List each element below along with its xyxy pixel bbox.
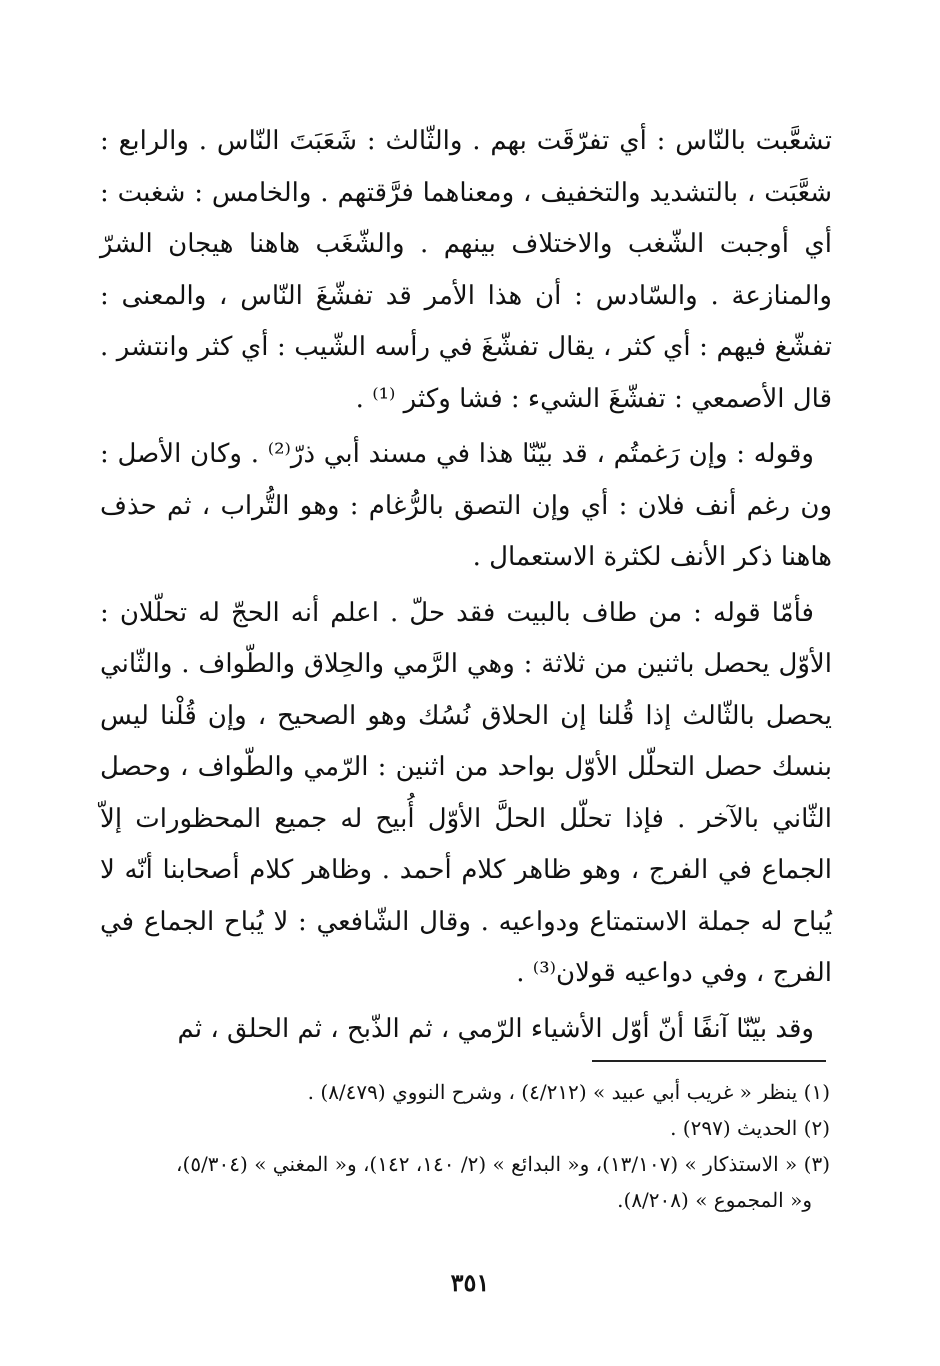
main-text: [100, 116, 832, 1059]
footnote-1: (١) ينظر « غريب أبي عبيد » (٤/٢١٢) ، وشرح النووي (٨/٤٧٩) .: [307, 1080, 830, 1104]
footnote-separator: [592, 1060, 826, 1062]
paragraph-3: فأمّا قوله : من طاف بالبيت فقد حلّ . اعلم أنه الحجّ له تحلّلان : الأوّل يحصل باثنين من ثلاثة : وهي الرَّمي والحِلاق والطّواف . والثّاني يحصل بالثّالث إذا قُلنا إن الحلاق نُسُك وهو الصحيح ، وإن قُلْنا ليس بنسك حصل التحلّل الأوّل بواحد من اثنين : الرّمي والطّواف ، وحصل الثّاني بالآخر . فإذا تحلّل الحلَّ الأوّل أُبيح له جميع المحظورات إلاّ الجماع في الفرج ، وهو ظاهر كلام أحمد . وظاهر كلام أصحابنا أنّه لا يُباح له جملة الاستمتاع ودواعيه . وقال الشّافعي : لا يُباح الجماع في الفرج ، وفي دواعيه قولان⁽³⁾ .: [100, 597, 832, 988]
footnote-2: (٢) الحديث (٢٩٧) .: [670, 1116, 830, 1140]
footnotes: [100, 1075, 830, 1219]
footnote-3-continuation: و« المجموع » (٨/٢٠٨).: [617, 1188, 812, 1212]
footnote-3: (٣) « الاستذكار » (١٣/١٠٧)، و« البدائع » (٢/ ١٤٠، ١٤٢)، و« المغني » (٥/٣٠٤)،: [176, 1152, 830, 1176]
paragraph-4: وقد بيّنّا آنفًا أنّ أوّل الأشياء الرّمي ، ثم الذّبح ، ثم الحلق ، ثم: [177, 1013, 814, 1044]
paragraph-2: وقوله : وإن رَغمتُم ، قد بيّنّا هذا في مسند أبي ذرّ⁽²⁾ . وكان الأصل : ون رغم أنف فلان : أي وإن التصق بالرُّغام : وهو التُّراب ، ثم حذف هاهنا ذكر الأنف لكثرة الاستعمال .: [100, 439, 832, 572]
page-number: ٣٥١: [450, 1268, 490, 1297]
paragraph-1: تشعَّبت بالنّاس : أي تفرّقَت بهم . والثّالث : شَعَبَتَ النّاس . والرابع : شعَّبَت ، بالتشديد والتخفيف ، ومعناهما فرَّقتهم . والخامس : شغبت : أي أوجبت الشّغب والاختلاف بينهم . والشّغَب هاهنا هيجان الشرّ والمنازعة . والسّادس : أن هذا الأمر قد تفشّغَ النّاس ، والمعنى : تفشّغ فيهم : أي كثر ، يقال تفشّغَ في رأسه الشّيب : أي كثر وانتشر . قال الأصمعي : تفشّغَ الشيء : فشا وكثر ⁽¹⁾ .: [100, 126, 832, 414]
